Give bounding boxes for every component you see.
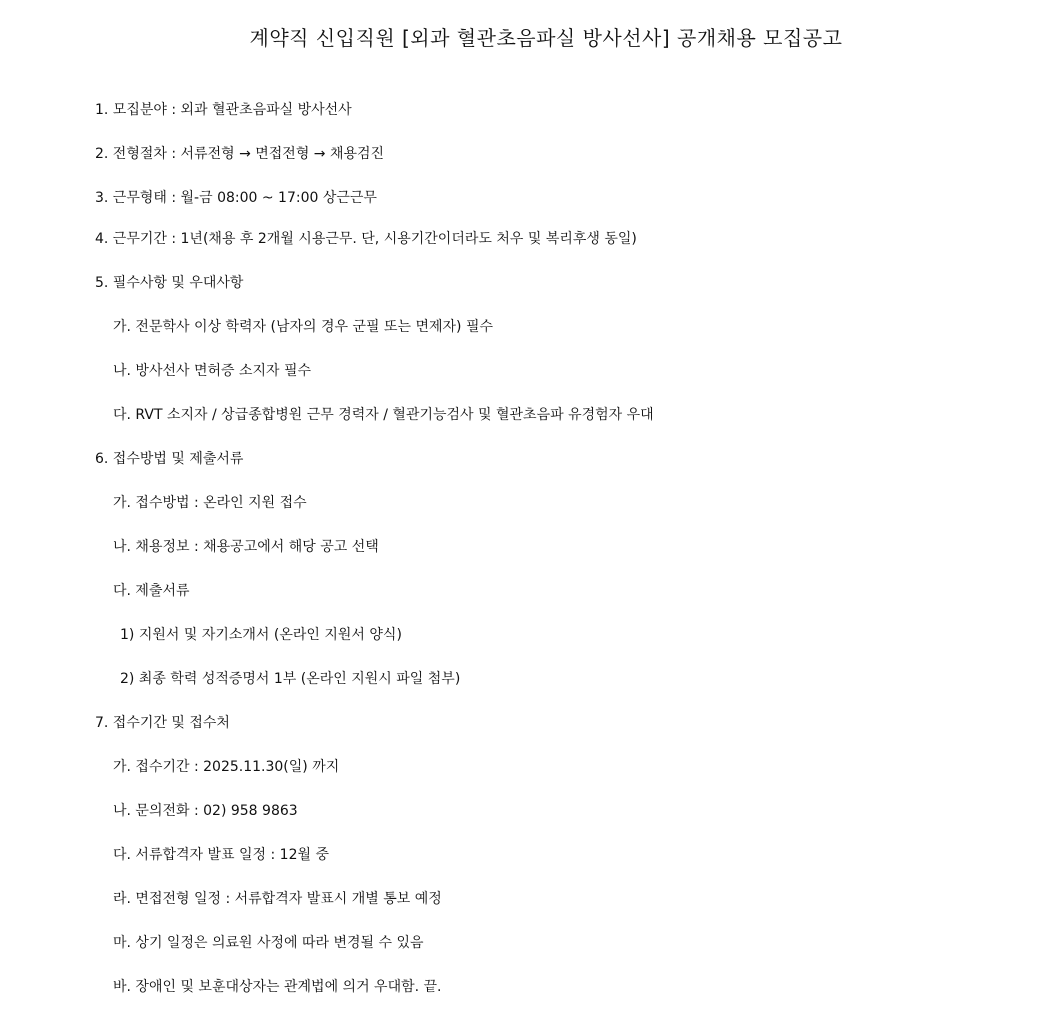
requirement-item: 나. 방사선사 면허증 소지자 필수 bbox=[113, 363, 312, 379]
period-item: 다. 서류합격자 발표 일정 : 12월 중 bbox=[113, 847, 329, 863]
period-item: 나. 문의전화 : 02) 958 9863 bbox=[113, 803, 298, 819]
requirement-item: 가. 전문학사 이상 학력자 (남자의 경우 군필 또는 면제자) 필수 bbox=[113, 319, 494, 335]
section-application-method: 6. 접수방법 및 제출서류 bbox=[95, 451, 244, 467]
page-title: 계약직 신입직원 [외과 혈관초음파실 방사선사] 공개채용 모집공고 bbox=[249, 26, 843, 50]
document-item: 1) 지원서 및 자기소개서 (온라인 지원서 양식) bbox=[120, 627, 402, 643]
period-item: 라. 면접전형 일정 : 서류합격자 발표시 개별 통보 예정 bbox=[113, 891, 442, 907]
document-item: 2) 최종 학력 성적증명서 1부 (온라인 지원시 파일 첨부) bbox=[120, 671, 461, 687]
section-work-period: 4. 근무기간 : 1년(채용 후 2개월 시용근무. 단, 시용기간이더라도 처우 및 복리후생 동일) bbox=[95, 231, 637, 247]
application-item: 나. 채용정보 : 채용공고에서 해당 공고 선택 bbox=[113, 539, 379, 555]
section-recruitment-field: 1. 모집분야 : 외과 혈관초음파실 방사선사 bbox=[95, 102, 352, 118]
application-item: 가. 접수방법 : 온라인 지원 접수 bbox=[113, 495, 307, 511]
period-item: 가. 접수기간 : 2025.11.30(일) 까지 bbox=[113, 759, 340, 775]
period-item: 바. 장애인 및 보훈대상자는 관계법에 의거 우대함. 끝. bbox=[113, 979, 442, 995]
period-item: 마. 상기 일정은 의료원 사정에 따라 변경될 수 있음 bbox=[113, 935, 424, 951]
section-requirements: 5. 필수사항 및 우대사항 bbox=[95, 275, 244, 291]
section-application-period: 7. 접수기간 및 접수처 bbox=[95, 715, 230, 731]
application-item: 다. 제출서류 bbox=[113, 583, 190, 599]
section-selection-process: 2. 전형절차 : 서류전형 → 면접전형 → 채용검진 bbox=[95, 146, 385, 162]
section-work-type: 3. 근무형태 : 월-금 08:00 ~ 17:00 상근근무 bbox=[95, 190, 377, 206]
requirement-item: 다. RVT 소지자 / 상급종합병원 근무 경력자 / 혈관기능검사 및 혈관초음파 유경험자 우대 bbox=[113, 407, 654, 423]
